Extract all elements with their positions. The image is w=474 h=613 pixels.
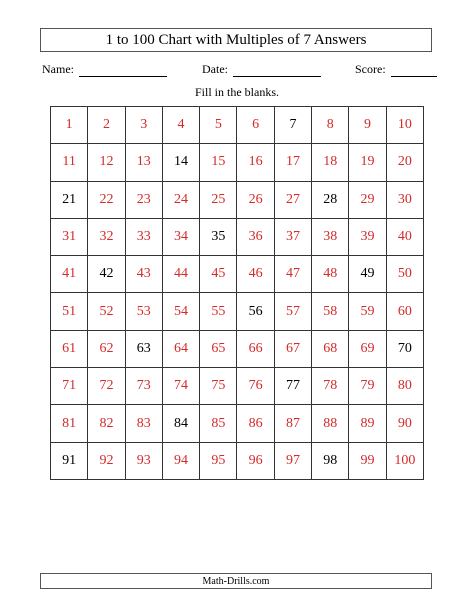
grid-cell: 85 (200, 405, 237, 442)
grid-cell: 35 (200, 219, 237, 256)
grid-cell: 11 (51, 144, 88, 181)
worksheet-title-box (40, 28, 432, 52)
grid-cell: 51 (51, 293, 88, 330)
grid-cell: 94 (163, 443, 200, 480)
grid-cell: 1 (51, 107, 88, 144)
grid-cell: 92 (88, 443, 125, 480)
name-blank-line (79, 65, 167, 77)
date-field (202, 62, 321, 77)
grid-cell: 39 (349, 219, 386, 256)
student-info-row (0, 62, 474, 78)
grid-cell: 40 (387, 219, 424, 256)
grid-cell: 67 (275, 331, 312, 368)
grid-cell: 96 (237, 443, 274, 480)
grid-cell: 80 (387, 368, 424, 405)
grid-cell: 4 (163, 107, 200, 144)
grid-cell: 53 (126, 293, 163, 330)
grid-cell: 2 (88, 107, 125, 144)
grid-cell: 21 (51, 182, 88, 219)
grid-cell: 79 (349, 368, 386, 405)
grid-cell: 50 (387, 256, 424, 293)
grid-cell: 65 (200, 331, 237, 368)
grid-cell: 29 (349, 182, 386, 219)
grid-cell: 12 (88, 144, 125, 181)
grid-cell: 81 (51, 405, 88, 442)
date-blank-line (233, 65, 321, 77)
grid-cell: 44 (163, 256, 200, 293)
grid-cell: 62 (88, 331, 125, 368)
grid-cell: 32 (88, 219, 125, 256)
grid-cell: 99 (349, 443, 386, 480)
grid-cell: 87 (275, 405, 312, 442)
footer-text: Math-Drills.com (202, 575, 270, 587)
date-label: Date: (202, 62, 228, 76)
grid-cell: 60 (387, 293, 424, 330)
grid-cell: 91 (51, 443, 88, 480)
grid-cell: 71 (51, 368, 88, 405)
grid-cell: 3 (126, 107, 163, 144)
grid-cell: 28 (312, 182, 349, 219)
grid-cell: 86 (237, 405, 274, 442)
grid-cell: 43 (126, 256, 163, 293)
footer-box (40, 573, 432, 589)
grid-cell: 33 (126, 219, 163, 256)
grid-cell: 59 (349, 293, 386, 330)
grid-cell: 93 (126, 443, 163, 480)
grid-cell: 5 (200, 107, 237, 144)
grid-cell: 13 (126, 144, 163, 181)
score-label: Score: (355, 62, 386, 76)
grid-cell: 37 (275, 219, 312, 256)
grid-cell: 74 (163, 368, 200, 405)
grid-cell: 20 (387, 144, 424, 181)
grid-cell: 8 (312, 107, 349, 144)
grid-cell: 10 (387, 107, 424, 144)
name-label: Name: (42, 62, 74, 76)
grid-cell: 82 (88, 405, 125, 442)
grid-cell: 22 (88, 182, 125, 219)
grid-cell: 56 (237, 293, 274, 330)
grid-cell: 78 (312, 368, 349, 405)
grid-cell: 61 (51, 331, 88, 368)
grid-cell: 84 (163, 405, 200, 442)
grid-cell: 27 (275, 182, 312, 219)
grid-cell: 88 (312, 405, 349, 442)
grid-cell: 66 (237, 331, 274, 368)
grid-cell: 36 (237, 219, 274, 256)
grid-cell: 63 (126, 331, 163, 368)
grid-cell: 34 (163, 219, 200, 256)
grid-cell: 69 (349, 331, 386, 368)
grid-cell: 83 (126, 405, 163, 442)
grid-cell: 14 (163, 144, 200, 181)
grid-cell: 31 (51, 219, 88, 256)
grid-cell: 6 (237, 107, 274, 144)
grid-cell: 18 (312, 144, 349, 181)
grid-cell: 72 (88, 368, 125, 405)
grid-cell: 73 (126, 368, 163, 405)
grid-cell: 23 (126, 182, 163, 219)
grid-cell: 75 (200, 368, 237, 405)
grid-cell: 97 (275, 443, 312, 480)
grid-cell: 57 (275, 293, 312, 330)
grid-cell: 70 (387, 331, 424, 368)
grid-cell: 9 (349, 107, 386, 144)
grid-cell: 58 (312, 293, 349, 330)
grid-cell: 38 (312, 219, 349, 256)
grid-cell: 25 (200, 182, 237, 219)
grid-cell: 52 (88, 293, 125, 330)
name-field (42, 62, 167, 77)
score-blank-line (391, 65, 437, 77)
grid-cell: 30 (387, 182, 424, 219)
grid-cell: 24 (163, 182, 200, 219)
grid-cell: 19 (349, 144, 386, 181)
grid-cell: 41 (51, 256, 88, 293)
grid-cell: 98 (312, 443, 349, 480)
grid-cell: 54 (163, 293, 200, 330)
grid-cell: 68 (312, 331, 349, 368)
grid-cell: 48 (312, 256, 349, 293)
grid-cell: 77 (275, 368, 312, 405)
instruction-text: Fill in the blanks. (195, 85, 279, 99)
grid-cell: 42 (88, 256, 125, 293)
grid-cell: 76 (237, 368, 274, 405)
grid-cell: 100 (387, 443, 424, 480)
grid-cell: 7 (275, 107, 312, 144)
worksheet-title: 1 to 100 Chart with Multiples of 7 Answers (105, 31, 367, 48)
score-field (355, 62, 437, 77)
grid-cell: 17 (275, 144, 312, 181)
grid-cell: 55 (200, 293, 237, 330)
grid-cell: 64 (163, 331, 200, 368)
grid-cell: 45 (200, 256, 237, 293)
grid-cell: 26 (237, 182, 274, 219)
grid-cell: 15 (200, 144, 237, 181)
grid-cell: 46 (237, 256, 274, 293)
grid-cell: 95 (200, 443, 237, 480)
grid-cell: 89 (349, 405, 386, 442)
grid-cell: 49 (349, 256, 386, 293)
grid-cell: 90 (387, 405, 424, 442)
grid-cell: 47 (275, 256, 312, 293)
grid-cell: 16 (237, 144, 274, 181)
hundred-chart-grid (50, 106, 424, 480)
